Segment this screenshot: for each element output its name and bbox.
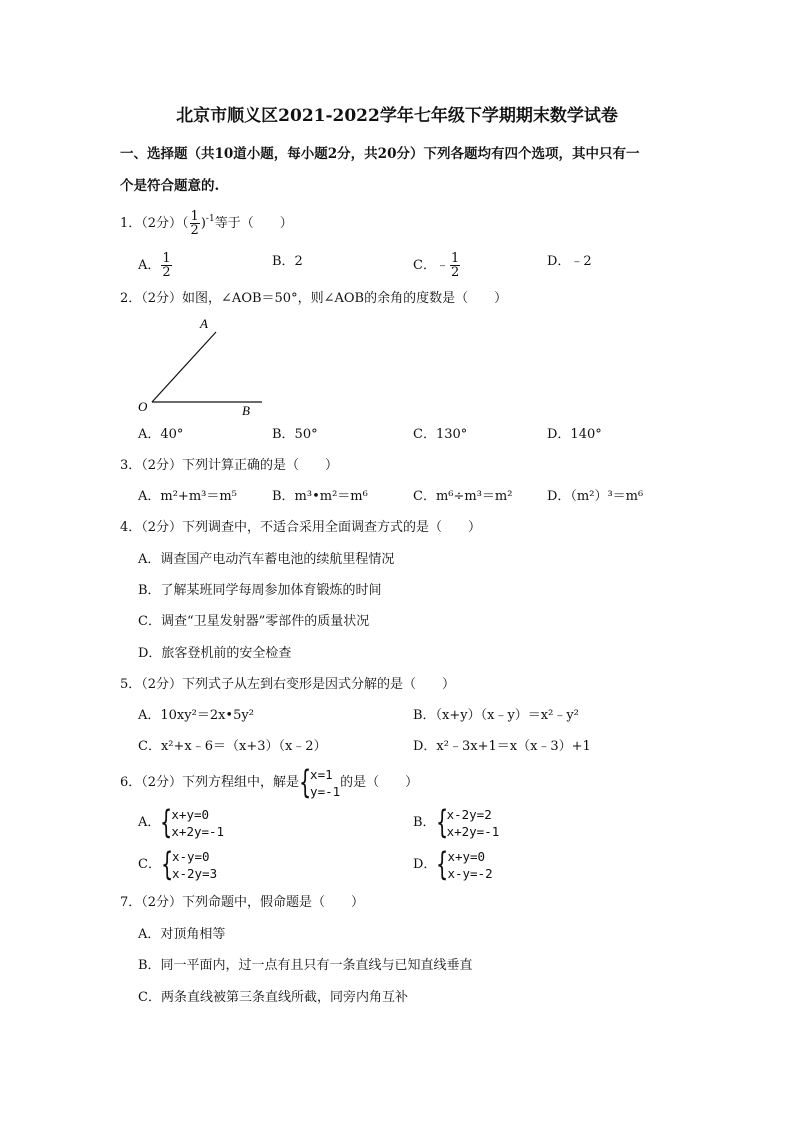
- q2-option-a: A．40°: [138, 427, 184, 442]
- q6-c-eq2: x-2y=3: [171, 866, 218, 881]
- q5-option-b: B．（x+y）（x﹣y）＝x²﹣y²: [413, 708, 579, 723]
- q2-stem: 2．（2分）如图，∠AOB＝50°，则∠AOB的余角的度数是（ ）: [120, 291, 508, 306]
- q2-option-c: C．130°: [413, 427, 468, 442]
- q6-option-d: [413, 847, 493, 883]
- q1-stem: 1．（2分）（ $\frac{1}{2}$ )$^{-1}$等于（ ）: [120, 209, 293, 238]
- q7-stem: 7．（2分）下列命题中，假命题是（ ）: [120, 895, 365, 910]
- q1-exponent: -1: [205, 214, 215, 224]
- q6-b-eq1: x-2y=2: [446, 807, 492, 822]
- q3-option-b: B．m³•m²＝m⁶: [272, 489, 368, 504]
- section-heading-line2: 个是符合题意的.: [120, 178, 220, 194]
- q5-stem: 5．（2分）下列式子从左到右变形是因式分解的是（ ）: [120, 677, 456, 692]
- point-label-b: B: [242, 403, 250, 418]
- q6-stem-suffix: 的是（ ）: [340, 775, 419, 790]
- q3-option-d: D．（m²）³＝m⁶: [547, 489, 644, 504]
- q6-option-a: [138, 805, 224, 841]
- q1-frac-num: 1: [190, 209, 199, 224]
- q6-a-label: A．: [138, 815, 161, 830]
- q6-option-c: [138, 847, 217, 883]
- q7-option-a: A．对顶角相等: [138, 927, 226, 942]
- q6-sol-eq2: y=-1: [310, 784, 341, 799]
- q1-c-den: 2: [450, 265, 460, 280]
- q3-option-c: C．m⁶÷m³＝m²: [413, 489, 513, 504]
- q6-c-label: C．: [138, 857, 161, 872]
- q6-sol-eq1: x=1: [310, 767, 333, 782]
- q7-option-c: C．两条直线被第三条直线所截，同旁内角互补: [138, 990, 408, 1005]
- q6-a-eq1: x+y=0: [171, 807, 210, 822]
- q6-solution-system: [299, 763, 341, 801]
- q6-stem: [120, 765, 418, 801]
- q6-d-eq2: x-y=-2: [447, 866, 493, 881]
- point-label-a: A: [200, 316, 208, 331]
- q4-option-c: C．调查“卫星发射器”零部件的质量状况: [138, 614, 370, 629]
- brace-icon: {: [160, 803, 173, 841]
- q6-c-eq1: x-y=0: [171, 849, 210, 864]
- q4-option-d: D．旅客登机前的安全检查: [138, 646, 292, 661]
- q3-stem: 3．（2分）下列计算正确的是（ ）: [120, 458, 339, 473]
- page-title: 北京市顺义区2021-2022学年七年级下学期期末数学试卷: [176, 106, 618, 126]
- q2-option-d: D．140°: [547, 427, 602, 442]
- q1-frac-den: 2: [190, 223, 199, 238]
- brace-icon: {: [436, 845, 449, 883]
- q6-option-b: [413, 805, 499, 841]
- q1-c-num: 1: [450, 251, 460, 266]
- ray-oa: [152, 332, 216, 402]
- q6-b-label: B．: [413, 815, 436, 830]
- q6-stem-prefix: 6．（2分）下列方程组中，解是: [120, 775, 300, 790]
- q1-c-label: C．﹣: [413, 258, 449, 273]
- q6-b-eq2: x+2y=-1: [446, 824, 500, 839]
- q1-a-label: A．: [138, 258, 161, 273]
- q7-option-b: B．同一平面内，过一点有且只有一条直线与已知直线垂直: [138, 958, 473, 973]
- angle-aob-figure: [130, 312, 280, 420]
- q4-stem: 4．（2分）下列调查中，不适合采用全面调查方式的是（ ）: [120, 520, 482, 535]
- brace-icon: {: [160, 845, 174, 883]
- q4-option-b: B．了解某班同学每周参加体育锻炼的时间: [138, 583, 382, 598]
- q1-fraction: [190, 210, 200, 237]
- q1-suffix: 等于（ ）: [214, 216, 293, 231]
- q1-option-b: B．2: [272, 254, 303, 269]
- q1-option-d: D．﹣2: [547, 254, 592, 269]
- brace-icon: {: [435, 803, 448, 841]
- point-label-o: O: [138, 399, 148, 414]
- section-heading-line1: 一、选择题（共10道小题，每小题2分，共20分）下列各题均有四个选项，其中只有一: [120, 146, 640, 162]
- q5-option-a: A．10xy²＝2x•5y²: [138, 708, 254, 723]
- q5-option-c: C．x²+x﹣6＝（x+3）（x﹣2）: [138, 739, 327, 754]
- q1-a-num: 1: [162, 251, 171, 266]
- q1-option-a: [138, 252, 173, 279]
- q1-prefix: 1．（2分）（: [120, 216, 189, 231]
- q2-option-b: B．50°: [272, 427, 318, 442]
- q3-option-a: A．m²+m³＝m⁵: [138, 489, 237, 504]
- q1-a-den: 2: [162, 265, 171, 280]
- q4-option-a: A．调查国产电动汽车蓄电池的续航里程情况: [138, 552, 395, 567]
- q6-a-eq2: x+2y=-1: [171, 824, 225, 839]
- q5-option-d: D．x²﹣3x+1＝x（x﹣3）+1: [413, 739, 591, 754]
- brace-icon: {: [299, 763, 312, 801]
- q1-option-c: [413, 252, 461, 279]
- q6-d-eq1: x+y=0: [447, 849, 486, 864]
- q6-d-label: D．: [413, 857, 437, 872]
